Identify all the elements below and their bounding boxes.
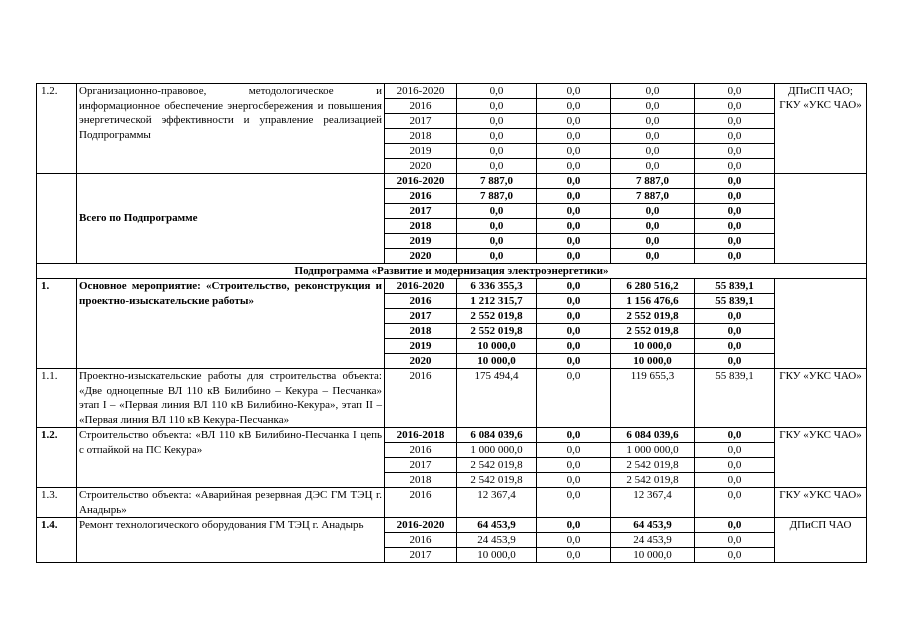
other-cell: 0,0	[695, 428, 775, 443]
federal-cell: 0,0	[537, 204, 611, 219]
table-row	[37, 174, 867, 189]
regional-cell: 1 000 000,0	[611, 443, 695, 458]
other-cell: 0,0	[695, 249, 775, 264]
total-cell: 7 887,0	[457, 189, 537, 204]
item-number: 1.2.	[37, 84, 77, 174]
regional-cell: 119 655,3	[611, 369, 695, 428]
federal-cell: 0,0	[537, 324, 611, 339]
other-cell: 55 839,1	[695, 369, 775, 428]
other-cell: 55 839,1	[695, 294, 775, 309]
other-cell: 0,0	[695, 324, 775, 339]
total-cell: 10 000,0	[457, 339, 537, 354]
federal-cell: 0,0	[537, 473, 611, 488]
federal-cell: 0,0	[537, 249, 611, 264]
other-cell: 0,0	[695, 443, 775, 458]
regional-cell: 0,0	[611, 159, 695, 174]
executor-cell: ГКУ «УКС ЧАО»	[775, 488, 867, 518]
item-number	[37, 174, 77, 264]
other-cell: 0,0	[695, 84, 775, 99]
period-cell: 2017	[385, 309, 457, 324]
regional-cell: 0,0	[611, 114, 695, 129]
federal-cell: 0,0	[537, 428, 611, 443]
other-cell: 0,0	[695, 234, 775, 249]
federal-cell: 0,0	[537, 129, 611, 144]
total-cell: 2 542 019,8	[457, 458, 537, 473]
regional-cell: 0,0	[611, 204, 695, 219]
federal-cell: 0,0	[537, 458, 611, 473]
period-cell: 2016	[385, 443, 457, 458]
executor-cell	[775, 279, 867, 369]
period-cell: 2019	[385, 234, 457, 249]
regional-cell: 1 156 476,6	[611, 294, 695, 309]
section-title: Подпрограмма «Развитие и модернизация электроэнергетики»	[37, 264, 867, 279]
federal-cell: 0,0	[537, 99, 611, 114]
period-cell: 2019	[385, 339, 457, 354]
executor-cell: ГКУ «УКС ЧАО»	[775, 369, 867, 428]
federal-cell: 0,0	[537, 518, 611, 533]
period-cell: 2020	[385, 249, 457, 264]
regional-cell: 64 453,9	[611, 518, 695, 533]
executor-cell	[775, 174, 867, 264]
period-cell: 2018	[385, 219, 457, 234]
other-cell: 0,0	[695, 159, 775, 174]
other-cell: 0,0	[695, 114, 775, 129]
regional-cell: 0,0	[611, 234, 695, 249]
regional-cell: 6 280 516,2	[611, 279, 695, 294]
period-cell: 2016-2020	[385, 174, 457, 189]
period-cell: 2016	[385, 488, 457, 518]
executor-cell: ГКУ «УКС ЧАО»	[775, 428, 867, 488]
total-cell: 0,0	[457, 129, 537, 144]
other-cell: 0,0	[695, 219, 775, 234]
regional-cell: 0,0	[611, 99, 695, 114]
federal-cell: 0,0	[537, 234, 611, 249]
total-cell: 2 542 019,8	[457, 473, 537, 488]
total-cell: 0,0	[457, 159, 537, 174]
regional-cell: 12 367,4	[611, 488, 695, 518]
regional-cell: 2 542 019,8	[611, 473, 695, 488]
item-number: 1.4.	[37, 518, 77, 563]
other-cell: 0,0	[695, 548, 775, 563]
total-cell: 2 552 019,8	[457, 324, 537, 339]
total-cell: 10 000,0	[457, 548, 537, 563]
item-description: Строительство объекта: «ВЛ 110 кВ Билибино-Песчанка I цепь с отпайкой на ПС Кекура»	[77, 428, 385, 488]
total-cell: 175 494,4	[457, 369, 537, 428]
other-cell: 0,0	[695, 204, 775, 219]
federal-cell: 0,0	[537, 114, 611, 129]
federal-cell: 0,0	[537, 533, 611, 548]
federal-cell: 0,0	[537, 309, 611, 324]
regional-cell: 0,0	[611, 84, 695, 99]
period-cell: 2018	[385, 129, 457, 144]
regional-cell: 2 542 019,8	[611, 458, 695, 473]
regional-cell: 10 000,0	[611, 354, 695, 369]
other-cell: 0,0	[695, 174, 775, 189]
total-cell: 0,0	[457, 84, 537, 99]
period-cell: 2016	[385, 189, 457, 204]
period-cell: 2016	[385, 99, 457, 114]
total-cell: 0,0	[457, 204, 537, 219]
item-number: 1.2.	[37, 428, 77, 488]
federal-cell: 0,0	[537, 84, 611, 99]
table-row	[37, 488, 867, 518]
other-cell: 0,0	[695, 473, 775, 488]
period-cell: 2019	[385, 144, 457, 159]
item-description: Всего по Подпрограмме	[77, 174, 385, 264]
other-cell: 0,0	[695, 339, 775, 354]
other-cell: 0,0	[695, 309, 775, 324]
federal-cell: 0,0	[537, 339, 611, 354]
regional-cell: 6 084 039,6	[611, 428, 695, 443]
period-cell: 2016-2018	[385, 428, 457, 443]
total-cell: 10 000,0	[457, 354, 537, 369]
total-cell: 6 084 039,6	[457, 428, 537, 443]
federal-cell: 0,0	[537, 443, 611, 458]
regional-cell: 0,0	[611, 249, 695, 264]
period-cell: 2018	[385, 324, 457, 339]
total-cell: 0,0	[457, 144, 537, 159]
item-description: Ремонт технологического оборудования ГМ ТЭЦ г. Анадырь	[77, 518, 385, 563]
federal-cell: 0,0	[537, 279, 611, 294]
item-description: Проектно-изыскательские работы для строительства объекта: «Две одноцепные ВЛ 110 кВ Билибино – Кекура – Песчанка» этап I – «Первая линия ВЛ 110 кВ Билибино-Кекура», этап II – «Первая линия ВЛ 110 кВ Кекура-Песчанка»	[77, 369, 385, 428]
period-cell: 2016	[385, 533, 457, 548]
total-cell: 0,0	[457, 234, 537, 249]
other-cell: 55 839,1	[695, 279, 775, 294]
executor-cell: ДПиСП ЧАО; ГКУ «УКС ЧАО»	[775, 84, 867, 174]
period-cell: 2020	[385, 159, 457, 174]
period-cell: 2016	[385, 294, 457, 309]
total-cell: 24 453,9	[457, 533, 537, 548]
regional-cell: 0,0	[611, 144, 695, 159]
period-cell: 2020	[385, 354, 457, 369]
total-cell: 0,0	[457, 99, 537, 114]
federal-cell: 0,0	[537, 354, 611, 369]
federal-cell: 0,0	[537, 159, 611, 174]
period-cell: 2016-2020	[385, 84, 457, 99]
other-cell: 0,0	[695, 458, 775, 473]
total-cell: 2 552 019,8	[457, 309, 537, 324]
total-cell: 1 212 315,7	[457, 294, 537, 309]
period-cell: 2018	[385, 473, 457, 488]
period-cell: 2016-2020	[385, 279, 457, 294]
federal-cell: 0,0	[537, 548, 611, 563]
period-cell: 2017	[385, 548, 457, 563]
period-cell: 2017	[385, 114, 457, 129]
regional-cell: 0,0	[611, 129, 695, 144]
total-cell: 0,0	[457, 114, 537, 129]
other-cell: 0,0	[695, 354, 775, 369]
regional-cell: 0,0	[611, 219, 695, 234]
section-row	[37, 264, 867, 279]
total-cell: 64 453,9	[457, 518, 537, 533]
other-cell: 0,0	[695, 99, 775, 114]
table-row	[37, 369, 867, 428]
regional-cell: 10 000,0	[611, 339, 695, 354]
other-cell: 0,0	[695, 488, 775, 518]
federal-cell: 0,0	[537, 488, 611, 518]
regional-cell: 7 887,0	[611, 174, 695, 189]
item-description: Организационно-правовое, методологическое и информационное обеспечение энергосбережения и повышения энергетической эффективности и управление реализацией Подпрограммы	[77, 84, 385, 174]
other-cell: 0,0	[695, 189, 775, 204]
federal-cell: 0,0	[537, 144, 611, 159]
federal-cell: 0,0	[537, 189, 611, 204]
period-cell: 2017	[385, 458, 457, 473]
other-cell: 0,0	[695, 129, 775, 144]
total-cell: 6 336 355,3	[457, 279, 537, 294]
item-number: 1.1.	[37, 369, 77, 428]
executor-cell: ДПиСП ЧАО	[775, 518, 867, 563]
total-cell: 1 000 000,0	[457, 443, 537, 458]
federal-cell: 0,0	[537, 369, 611, 428]
period-cell: 2016-2020	[385, 518, 457, 533]
total-cell: 0,0	[457, 249, 537, 264]
federal-cell: 0,0	[537, 219, 611, 234]
item-number: 1.3.	[37, 488, 77, 518]
table-row	[37, 428, 867, 443]
federal-cell: 0,0	[537, 174, 611, 189]
total-cell: 0,0	[457, 219, 537, 234]
regional-cell: 10 000,0	[611, 548, 695, 563]
other-cell: 0,0	[695, 533, 775, 548]
table-row	[37, 518, 867, 533]
regional-cell: 2 552 019,8	[611, 309, 695, 324]
item-description: Основное мероприятие: «Строительство, реконструкция и проектно-изыскательские работы»	[77, 279, 385, 369]
program-table	[36, 83, 867, 563]
regional-cell: 7 887,0	[611, 189, 695, 204]
regional-cell: 24 453,9	[611, 533, 695, 548]
period-cell: 2016	[385, 369, 457, 428]
total-cell: 12 367,4	[457, 488, 537, 518]
other-cell: 0,0	[695, 518, 775, 533]
total-cell: 7 887,0	[457, 174, 537, 189]
item-number: 1.	[37, 279, 77, 369]
table-row	[37, 279, 867, 294]
item-description: Строительство объекта: «Аварийная резервная ДЭС ГМ ТЭЦ г. Анадырь»	[77, 488, 385, 518]
period-cell: 2017	[385, 204, 457, 219]
other-cell: 0,0	[695, 144, 775, 159]
federal-cell: 0,0	[537, 294, 611, 309]
regional-cell: 2 552 019,8	[611, 324, 695, 339]
table-row	[37, 84, 867, 99]
